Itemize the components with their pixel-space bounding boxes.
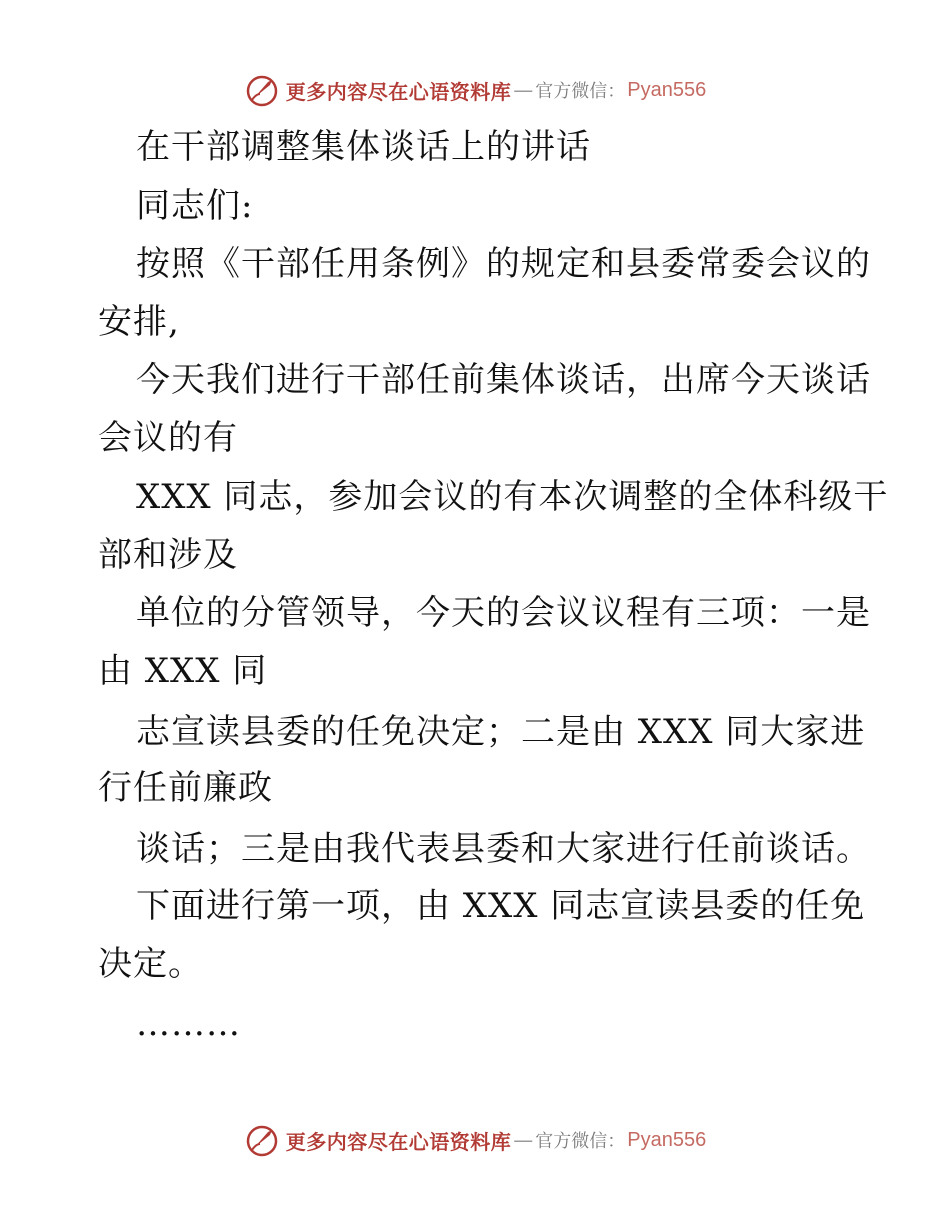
body-line: 谈话；三是由我代表县委和大家进行任前谈话。	[136, 829, 871, 869]
body-line: 下面进行第一项，由 XXX 同志宣读县委的任免	[136, 886, 866, 926]
body-line: 单位的分管领导，今天的会议议程有三项：一是	[136, 593, 871, 633]
footer-banner	[0, 1120, 950, 1160]
body-line: 志宣读县委的任免决定；二是由 XXX 同大家进	[136, 712, 866, 752]
banner-wechat-id: Pyan556	[627, 1128, 707, 1151]
body-line: XXX 同志，参加会议的有本次调整的全体科级干	[136, 477, 889, 517]
body-line: 今天我们进行干部任前集体谈话，出席今天谈话	[136, 360, 871, 400]
body-line: 按照《干部任用条例》的规定和县委常委会议的	[136, 244, 871, 284]
quill-logo-icon	[244, 72, 280, 108]
body-line: 部和涉及	[98, 535, 238, 575]
banner-text: 更多内容尽在心语资料库	[285, 1129, 512, 1154]
ellipsis: ………	[136, 1004, 241, 1044]
document-title: 在干部调整集体谈话上的讲话	[136, 127, 591, 167]
salutation: 同志们:	[136, 186, 254, 226]
banner-wechat-label: 官方微信：	[535, 1131, 626, 1152]
banner-wechat-label: 官方微信：	[535, 81, 626, 102]
body-line: 决定。	[98, 944, 203, 984]
quill-logo-icon	[244, 1122, 280, 1158]
body-line: 会议的有	[98, 418, 238, 458]
body-line: 安排,	[98, 302, 180, 342]
header-banner	[0, 70, 950, 110]
body-line: 由 XXX 同	[98, 651, 268, 691]
body-line: 行任前廉政	[98, 768, 273, 808]
banner-dash: —	[513, 1128, 534, 1152]
banner-dash: —	[513, 78, 534, 102]
banner-text: 更多内容尽在心语资料库	[285, 79, 512, 104]
banner-wechat-id: Pyan556	[627, 78, 707, 101]
